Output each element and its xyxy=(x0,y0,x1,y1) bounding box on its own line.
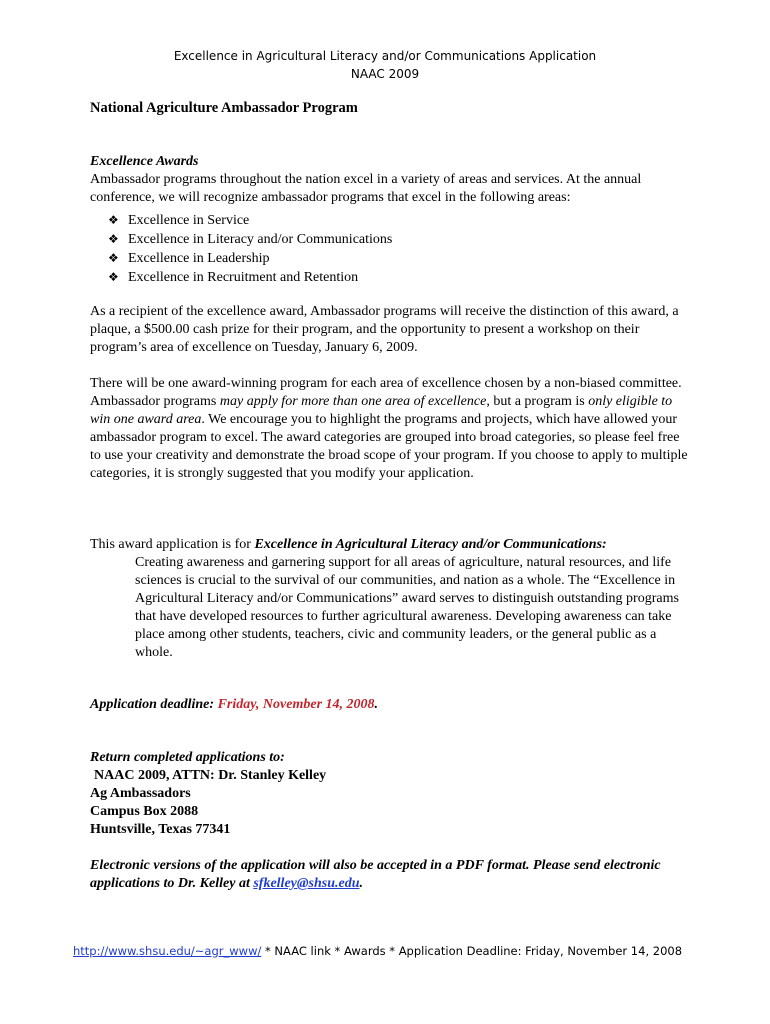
return-address xyxy=(90,749,690,839)
address-line: NAAC 2009, ATTN: Dr. Stanley Kelley xyxy=(94,768,327,783)
address-line: Campus Box 2088 xyxy=(90,804,199,819)
application-category-section xyxy=(90,536,690,662)
awards-section xyxy=(90,153,690,287)
application-description: Creating awareness and garnering support for all areas of agriculture, natural resources, and life sciences is crucial to the survival of our communities, and nation as a whole. The “Excellence in Agricultural Literacy and/or Communications” award serves to distinguish outstanding programs that have developed resources to further agricultural awareness. Developing awareness can take place among other students, teachers, civic and community leaders, or the general public as a whole. xyxy=(135,555,679,660)
page-footer xyxy=(73,943,753,959)
awards-intro: Ambassador programs throughout the nation excel in a variety of areas and services. At the annual conference, we will recognize ambassador programs that excel in the following areas: xyxy=(90,172,642,205)
diamond-bullet-icon: ❖ xyxy=(108,251,119,265)
electronic-submission-note: Electronic versions of the application will also be accepted in a PDF format. Please send electronic applications to Dr. Kelley at sfkelley@shsu.edu. xyxy=(90,858,661,891)
diamond-bullet-icon: ❖ xyxy=(108,270,119,284)
page-header xyxy=(0,47,770,83)
document-title: National Agriculture Ambassador Program xyxy=(90,100,358,116)
email-link[interactable]: sfkelley@shsu.edu xyxy=(253,876,360,891)
footer-website-link[interactable]: http://www.shsu.edu/~agr_www/ xyxy=(73,944,262,958)
awards-heading: Excellence Awards xyxy=(90,154,199,169)
list-item: ❖ Excellence in Literacy and/or Communications xyxy=(108,232,393,247)
diamond-bullet-icon: ❖ xyxy=(108,213,119,227)
diamond-bullet-icon: ❖ xyxy=(108,232,119,246)
deadline-date: Friday, November 14, 2008 xyxy=(217,697,375,712)
address-line: Ag Ambassadors xyxy=(90,786,191,801)
list-item: ❖ Excellence in Leadership xyxy=(108,251,270,266)
awards-list xyxy=(108,211,690,287)
list-item: ❖ Excellence in Service xyxy=(108,213,250,228)
header-subtitle: NAAC 2009 xyxy=(350,67,420,81)
recipient-paragraph: As a recipient of the excellence award, Ambassador programs will receive the distinction of this award, a plaque, a $500.00 cash prize for their program, and the opportunity to present a workshop on their program’s area of excellence on Tuesday, January 6, 2009. xyxy=(90,304,679,355)
eligibility-paragraph: There will be one award-winning program for each area of excellence chosen by a non-biased committee. Ambassador programs may apply for more than one area of excellence, but a program is only eligible to win one award area. We encourage you to highlight the programs and projects, which have allowed your ambassador program to excel. The award categories are grouped into broad categories, so please feel free to use your creativity and demonstrate the broad scope of your program. If you choose to apply to multiple categories, it is strongly suggested that you modify your application. xyxy=(90,376,688,481)
header-title: Excellence in Agricultural Literacy and/or Communications Application xyxy=(173,49,597,63)
address-line: Huntsville, Texas 77341 xyxy=(90,822,231,837)
list-item: ❖ Excellence in Recruitment and Retention xyxy=(108,270,359,285)
application-category: Excellence in Agricultural Literacy and/or Communications: xyxy=(254,537,607,552)
application-deadline: Application deadline: Friday, November 14, 2008. xyxy=(90,697,379,712)
application-lead: This award application is for Excellence in Agricultural Literacy and/or Communications: xyxy=(90,537,607,552)
return-label: Return completed applications to: xyxy=(90,750,285,765)
footer-text: * NAAC link * Awards * Application Deadline: Friday, November 14, 2008 xyxy=(261,944,683,958)
